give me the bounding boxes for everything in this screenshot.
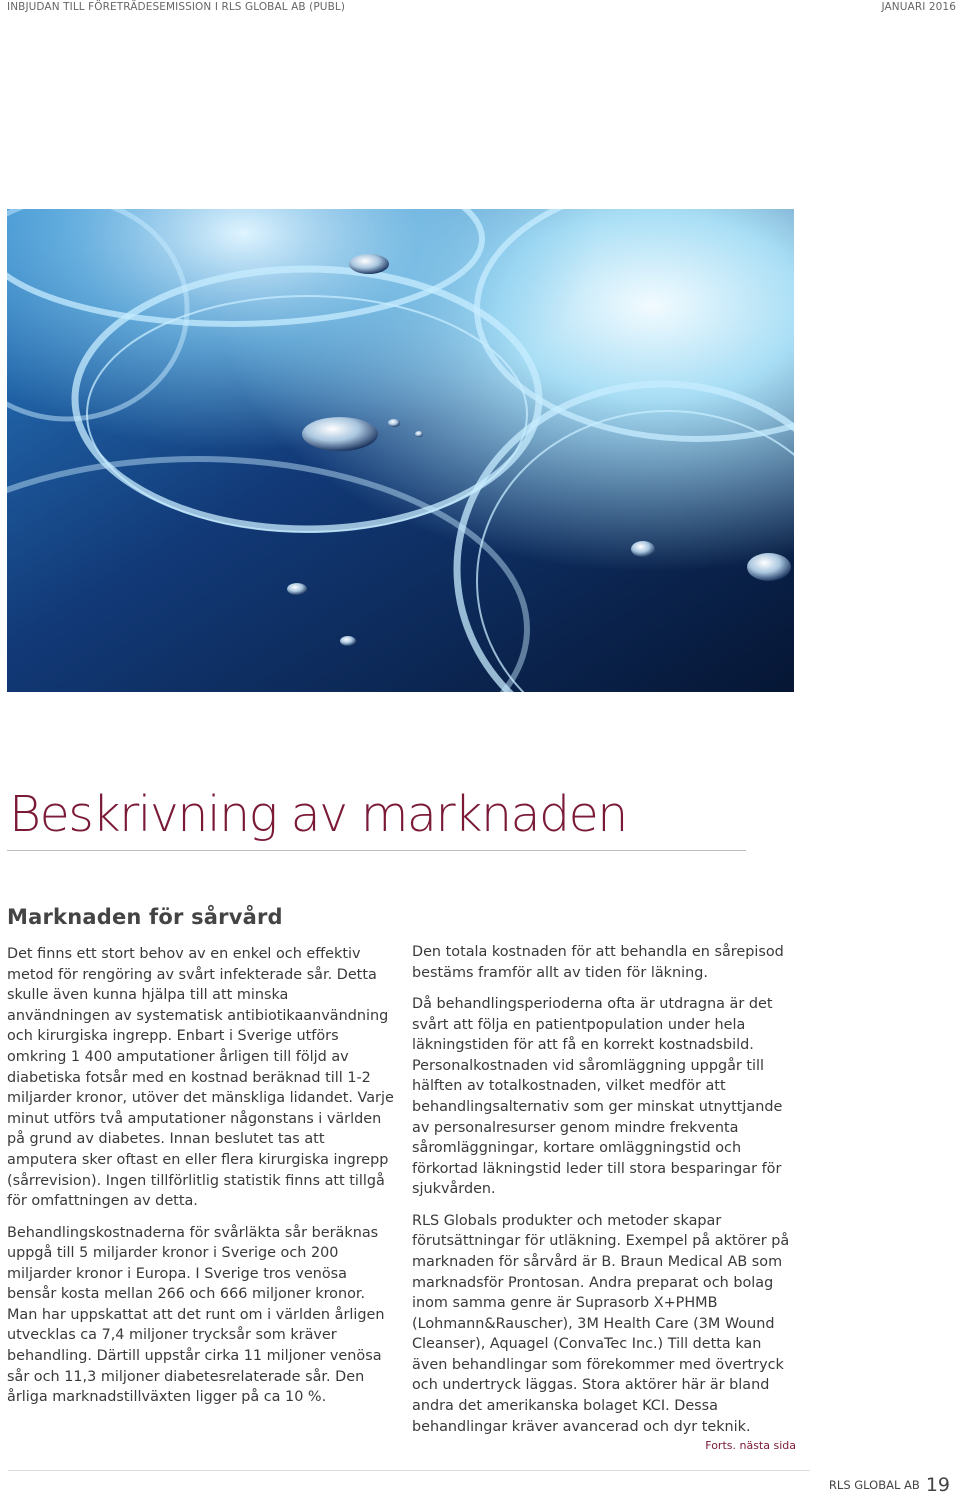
paragraph: RLS Globals produkter och metoder skapar förutsättningar för utläkning. Exempel på aktörer på marknaden för sårvård är B. Braun Medical AB som marknadsför Prontosan. Andra preparat och bolag inom samma genre är Suprasorb X+PHMB (Lohmann&Rauscher), 3M Health Care (3M Wound Cleanser), Aquagel (ConvaTec Inc.) Till detta kan även behandlingar som förekommer med övertryck och undertryck läggas. Stora aktörer här är bland andra det amerikanska bolaget KCI. Dessa behandlingar kräver avancerad och dyr teknik. <box>412 1212 790 1435</box>
section-subheading: Marknaden för sårvård <box>7 905 283 929</box>
running-header <box>7 0 956 16</box>
footer-divider <box>8 1470 810 1471</box>
paragraph: Det finns ett stort behov av en enkel och effektiv metod för rengöring av svårt infekterade sår. Detta skulle även kunna hjälpa till att minska användningen av systematisk antibiotikaanvändning och kirurgiska ingrepp. Enbart i Sverige utförs omkring 1 400 amputationer årligen till följd av diabetiska fotsår med en kostnad beräknad till 1-2 miljarder kronor, utöver det mänskliga lidandet. Varje minut utförs två amputationer någonstans i världen på grund av diabetes. Innan beslutet tas att amputera sker oftast en eller flera kirurgiska ingrepp (sårrevision). Ingen tillförlitlig statistik finns att tillgå för omfattningen av detta. <box>7 946 394 1210</box>
paragraph: Då behandlingsperioderna ofta är utdragna är det svårt att följa en patientpopulation under hela läkningstiden för att få en korrekt kostnadsbild. Personalkostnaden vid såromläggning uppgår till hälften av totalkostnaden, vilket medför att behandlingsalternativ som ger minskat utnyttjande av personalresurser genom mindre frekventa såromläggningar, kortare omläggningstid och förkortad läkningstid leder till stora besparingar för sjukvården. <box>412 995 783 1198</box>
continued-note: Forts. nästa sida <box>705 1439 796 1452</box>
footer-company: RLS GLOBAL AB <box>828 1478 920 1492</box>
paragraph: Behandlingskostnaderna för svårläkta sår beräknas uppgå till 5 miljarder kronor i Sverige och 200 miljarder kronor i Europa. I Sverige tros venösa bensår kosta mellan 266 och 666 miljoner kronor. Man har uppskattat att det runt om i världen årligen utvecklas ca 7,4 miljoner trycksår som kräver behandling. Därtill uppstår cirka 11 miljoner venösa sår och 11,3 miljoner diabetesrelaterade sår. Den årliga marknadstillväxten ligger på ca 10 %. <box>7 1224 385 1406</box>
page-title: Beskrivning av marknaden <box>9 786 627 843</box>
header-document-title: INBJUDAN TILL FÖRETRÄDESEMISSION I RLS GLOBAL AB (PUBL) <box>7 1 346 13</box>
body-column-right <box>412 942 800 1448</box>
page-number: 19 <box>925 1474 950 1496</box>
body-column-left <box>7 944 395 1419</box>
header-date: JANUARI 2016 <box>881 1 956 13</box>
title-divider <box>7 850 746 851</box>
paragraph: Den totala kostnaden för att behandla en sårepisod bestäms framför allt av tiden för läkning. <box>412 944 784 981</box>
petri-dishes-photo <box>7 209 794 692</box>
page-footer <box>829 1474 950 1496</box>
